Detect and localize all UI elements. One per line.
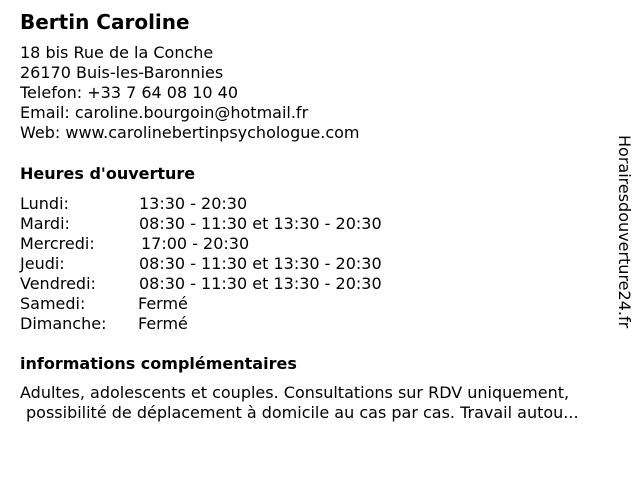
day-label: Dimanche:	[20, 314, 107, 333]
web-line: Web: www.carolinebertinpsychologue.com	[20, 123, 360, 142]
day-label: Mardi:	[20, 214, 70, 233]
business-name: Bertin Caroline	[20, 10, 190, 34]
time-value: 08:30 - 11:30 et 13:30 - 20:30	[139, 214, 382, 233]
time-value: 08:30 - 11:30 et 13:30 - 20:30	[139, 254, 382, 273]
opening-hours-title: Heures d'ouverture	[20, 164, 196, 183]
address-line-2: 26170 Buis-les-Baronnies	[20, 63, 224, 82]
time-value: 13:30 - 20:30	[139, 194, 248, 213]
time-value: Fermé	[138, 294, 188, 313]
additional-info-text	[20, 383, 579, 423]
additional-info-title: informations complémentaires	[20, 354, 297, 373]
day-label: Lundi:	[20, 194, 69, 213]
info-line-1: Adultes, adolescents et couples. Consultations sur RDV uniquement,	[20, 383, 570, 402]
contact-block	[20, 43, 359, 143]
time-value: 17:00 - 20:30	[141, 234, 250, 253]
time-value: 08:30 - 11:30 et 13:30 - 20:30	[139, 274, 382, 293]
day-label: Jeudi:	[20, 254, 65, 273]
info-line-2: possibilité de déplacement à domicile au cas par cas. Travail autou...	[26, 403, 579, 422]
phone-line: Telefon: +33 7 64 08 10 40	[20, 83, 239, 102]
time-value: Fermé	[138, 314, 188, 333]
email-line: Email: caroline.bourgoin@hotmail.fr	[20, 103, 309, 122]
day-label: Samedi:	[20, 294, 86, 313]
address-line-1: 18 bis Rue de la Conche	[20, 43, 214, 62]
day-label: Mercredi:	[20, 234, 95, 253]
site-watermark	[612, 135, 636, 345]
day-label: Vendredi:	[20, 274, 96, 293]
site-watermark-text: Horairesdouverture24.fr	[615, 135, 634, 329]
